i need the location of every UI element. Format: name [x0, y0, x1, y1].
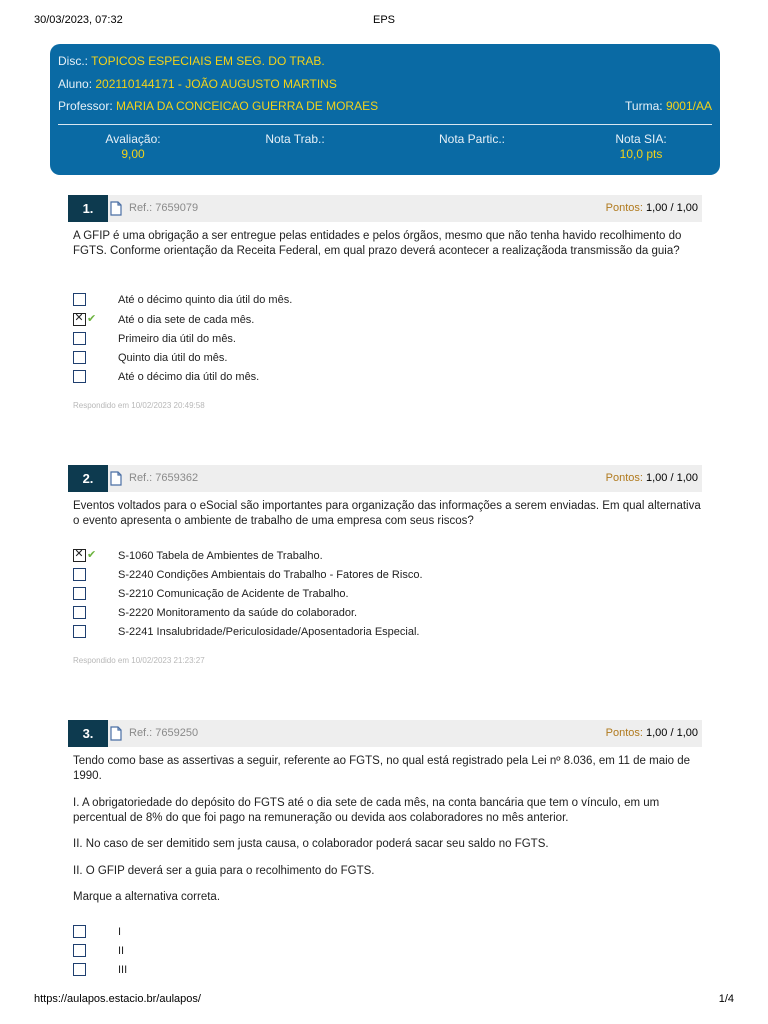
- grade-work: [225, 132, 365, 147]
- option-text: II: [118, 945, 125, 957]
- page-number: 1/4: [718, 993, 734, 1005]
- grade-value: 10,0 pts: [619, 147, 663, 161]
- answer-checkbox[interactable]: [73, 568, 86, 581]
- x-mark-icon: ✕: [74, 548, 84, 560]
- points-label: Pontos:: [605, 202, 643, 214]
- option-text: Até o décimo quinto dia útil do mês.: [118, 294, 293, 306]
- question-text: [73, 229, 701, 259]
- answered-timestamp: Respondido em 10/02/2023 20:49:58: [73, 401, 205, 410]
- info-divider: [58, 124, 712, 125]
- answer-checkbox[interactable]: [73, 587, 86, 600]
- student-row: [58, 76, 712, 92]
- question-number: 1.: [68, 195, 108, 222]
- option-text: S-1060 Tabela de Ambientes de Trabalho.: [118, 550, 323, 562]
- document-icon: [110, 471, 122, 486]
- question-points: [606, 195, 698, 222]
- print-header: [34, 14, 734, 28]
- question-header: [68, 195, 702, 222]
- question-text: [73, 890, 701, 905]
- question-ref: Ref.: 7659362: [129, 472, 199, 484]
- answer-checkbox[interactable]: [73, 370, 86, 383]
- question-paragraph: I. A obrigatoriedade do depósito do FGTS até o dia sete de cada mês, na conta bancária que tem o vínculo, em um percentual de 8% do que foi pago na remuneração ou devida aos colaboradores no mês anterior.: [73, 797, 660, 824]
- answer-option[interactable]: [73, 924, 673, 940]
- answer-option[interactable]: [73, 548, 673, 564]
- answer-checkbox[interactable]: [73, 625, 86, 638]
- question-points: [606, 465, 698, 492]
- answer-checkbox-checked[interactable]: [73, 549, 86, 562]
- question-header: [68, 465, 702, 492]
- option-text: Primeiro dia útil do mês.: [118, 333, 236, 345]
- question-paragraph: II. No caso de ser demitido sem justa causa, o colaborador poderá sacar seu saldo no FGTS.: [73, 838, 549, 850]
- grade-label: Nota Partic.:: [438, 132, 506, 146]
- points-value: 1,00 / 1,00: [646, 202, 698, 214]
- class-label: Turma:: [625, 99, 663, 113]
- professor-value: MARIA DA CONCEICAO GUERRA DE MORAES: [116, 99, 379, 113]
- grade-label: Nota SIA:: [615, 132, 667, 146]
- answer-option[interactable]: [73, 624, 673, 640]
- answered-timestamp: Respondido em 10/02/2023 21:23:27: [73, 656, 205, 665]
- option-text: S-2240 Condições Ambientais do Trabalho - Fatores de Risco.: [118, 569, 423, 581]
- option-text: I: [118, 926, 122, 938]
- answer-option[interactable]: [73, 586, 673, 602]
- option-text: S-2210 Comunicação de Acidente de Trabalho.: [118, 588, 349, 600]
- discipline-label: Disc.:: [58, 54, 88, 68]
- question-ref: Ref.: 7659250: [129, 727, 199, 739]
- answer-option[interactable]: [73, 943, 673, 959]
- question-points: [606, 720, 698, 747]
- question-number: 2.: [68, 465, 108, 492]
- print-footer: [34, 993, 734, 1007]
- question-header: [68, 720, 702, 747]
- answer-option[interactable]: [73, 605, 673, 621]
- answer-checkbox[interactable]: [73, 925, 86, 938]
- course-info-panel: [50, 44, 720, 175]
- option-text: III: [118, 964, 128, 976]
- grade-label: Avaliação:: [105, 132, 161, 146]
- answer-checkbox-checked[interactable]: [73, 313, 86, 326]
- answer-checkbox[interactable]: [73, 293, 86, 306]
- class-group: [625, 98, 712, 114]
- answer-option[interactable]: [73, 312, 673, 328]
- points-value: 1,00 / 1,00: [646, 727, 698, 739]
- points-label: Pontos:: [605, 727, 643, 739]
- print-title: EPS: [372, 14, 396, 26]
- x-mark-icon: ✕: [74, 312, 84, 324]
- check-icon: ✔: [87, 313, 97, 325]
- question-paragraph: Tendo como base as assertivas a seguir, referente ao FGTS, no qual está registrado pela Lei nº 8.036, em 11 de maio de 1990.: [73, 755, 691, 782]
- discipline-value: TOPICOS ESPECIAIS EM SEG. DO TRAB.: [91, 54, 325, 68]
- answer-checkbox[interactable]: [73, 944, 86, 957]
- question-text: [73, 499, 701, 529]
- option-text: S-2241 Insalubridade/Periculosidade/Aposentadoria Especial.: [118, 626, 420, 638]
- question-paragraph: Marque a alternativa correta.: [73, 891, 221, 903]
- document-icon: [110, 201, 122, 216]
- grade-sia: [571, 132, 711, 162]
- check-icon: ✔: [87, 549, 97, 561]
- answer-checkbox[interactable]: [73, 963, 86, 976]
- question-text: [73, 837, 701, 852]
- grade-evaluation: [63, 132, 203, 162]
- option-text: Quinto dia útil do mês.: [118, 352, 228, 364]
- question-paragraph: Eventos voltados para o eSocial são importantes para organização das informações a serem enviadas. Em qual alternativa o evento apresenta o ambiente de trabalho de uma empresa com seus riscos?: [73, 500, 701, 527]
- question-ref: Ref.: 7659079: [129, 202, 199, 214]
- grade-value: 9,00: [121, 147, 145, 161]
- option-text: Até o dia sete de cada mês.: [118, 314, 255, 326]
- question-text: [73, 864, 701, 879]
- answer-option[interactable]: [73, 350, 673, 366]
- professor-row: [58, 98, 712, 114]
- answer-option[interactable]: [73, 962, 673, 978]
- document-icon: [110, 726, 122, 741]
- points-value: 1,00 / 1,00: [646, 472, 698, 484]
- option-text: Até o décimo dia útil do mês.: [118, 371, 260, 383]
- answer-option[interactable]: [73, 369, 673, 385]
- answer-option[interactable]: [73, 292, 673, 308]
- grade-label: Nota Trab.:: [265, 132, 325, 146]
- page-url: https://aulapos.estacio.br/aulapos/: [34, 993, 201, 1005]
- question-paragraph: A GFIP é uma obrigação a ser entregue pelas entidades e pelos órgãos, mesmo que não tenha havido recolhimento do FGTS. Conforme orientação da Receita Federal, em qual prazo deverá acontecer a realizaçãoda transmissão da guia?: [73, 230, 682, 257]
- discipline-row: [58, 53, 712, 69]
- points-label: Pontos:: [605, 472, 643, 484]
- question-text: [73, 796, 701, 826]
- question-number: 3.: [68, 720, 108, 747]
- print-date: 30/03/2023, 07:32: [34, 14, 123, 26]
- grade-participation: [402, 132, 542, 147]
- answer-checkbox[interactable]: [73, 351, 86, 364]
- grades-row: [50, 132, 720, 168]
- student-value: 202110144171 - JOÃO AUGUSTO MARTINS: [95, 77, 337, 91]
- answer-option[interactable]: [73, 331, 673, 347]
- professor-label: Professor:: [58, 99, 113, 113]
- student-label: Aluno:: [58, 77, 93, 91]
- answer-checkbox[interactable]: [73, 332, 86, 345]
- class-value: 9001/AA: [665, 99, 712, 113]
- answer-checkbox[interactable]: [73, 606, 86, 619]
- option-text: S-2220 Monitoramento da saúde do colaborador.: [118, 607, 358, 619]
- question-text: [73, 754, 701, 784]
- question-paragraph: II. O GFIP deverá ser a guia para o recolhimento do FGTS.: [73, 865, 375, 877]
- answer-option[interactable]: [73, 567, 673, 583]
